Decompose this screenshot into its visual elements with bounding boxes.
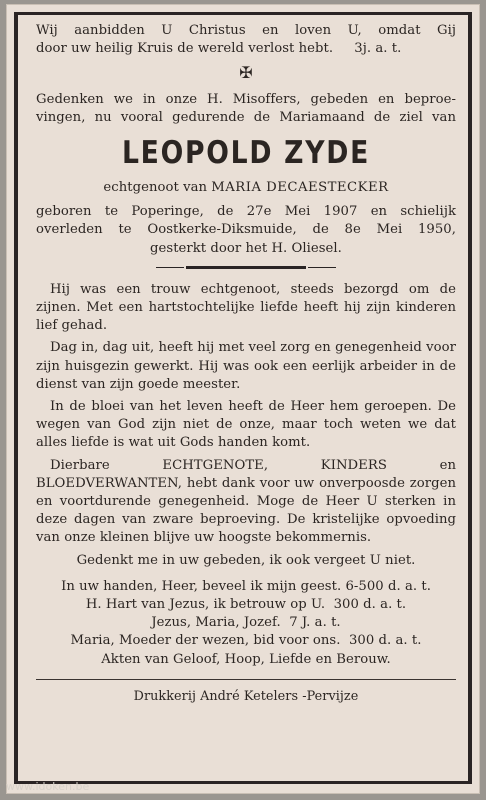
paragraph: Gedenkt me in uw gebeden, ik ook vergeet U niet.: [76, 552, 416, 568]
prayer-line: Wij aanbidden U Christus en loven U, omdat Gij: [36, 23, 456, 38]
memorial-card: [6, 4, 480, 794]
card-content: [36, 22, 456, 706]
birth-death-line: geboren te Poperinge, de 27e Mei 1907 en schielijk: [36, 204, 456, 220]
prayer-line-text: door uw heilig Kruis de wereld verlost hebt. 3j. a. t.: [36, 41, 402, 57]
paragraph: Dag in, dag uit, heeft hij met veel zorg en genegenheid voor zijn huisgezin gewerkt. Hij was ook een eerlijk arbeider in de dienst van zijn goede meester.: [36, 340, 456, 392]
birth-death-line: gesterkt door het H. Oliesel.: [150, 240, 342, 256]
spouse-prefix: echtgenoot van: [103, 180, 208, 196]
intro-line: vingen, nu vooral gedurende de Mariamaand de ziel van: [36, 109, 456, 125]
intro-line: Gedenken we in onze H. Misoffers, gebeden en beproe-: [36, 91, 456, 107]
prayer-indulgence: Maria, Moeder der wezen, bid voor ons. 300 d. a. t.: [70, 633, 422, 649]
separator-line: [36, 679, 456, 680]
prayer-indulgence: Akten van Geloof, Hoop, Liefde en Berouw.: [101, 651, 391, 667]
divider: [186, 266, 306, 269]
paragraph: In de bloei van het leven heeft de Heer hem geroepen. De wegen van God zijn niet de onze, maar toch weten we dat alles liefde is wat uit Gods handen komt.: [36, 399, 456, 451]
printer-credit: Drukkerij André Ketelers -Pervijze: [133, 688, 359, 704]
birth-death-line: overleden te Oostkerke-Diksmuide, de 8e Mei 1950,: [36, 222, 456, 238]
paragraph: Dierbare ECHTGENOTE, KINDERS en BLOEDVERWANTEN, hebt dank voor uw onverpoosde zorgen en voortdurende genegenheid. Moge de Heer U sterken in deze dagen van zware beproeving. De kristelijke opvoeding van onze kleinen blijve uw hoogste bekommernis.: [36, 457, 456, 546]
prayer-indulgence: In uw handen, Heer, beveel ik mijn geest. 6-500 d. a. t.: [61, 578, 431, 594]
spouse-name: MARIA DECAESTECKER: [211, 180, 389, 196]
prayer-line: [36, 40, 456, 58]
cross-icon: ✠: [239, 63, 253, 83]
deceased-name: LEOPOLD ZYDE: [121, 135, 371, 172]
watermark: www.idoken.be: [6, 780, 90, 793]
prayer-indulgence: H. Hart van Jezus, ik betrouw op U. 300 d. a. t.: [85, 597, 407, 613]
paragraph: Hij was een trouw echtgenoot, steeds bezorgd om de zijnen. Met een hartstochtelijke liefde heeft hij zijn kinderen lief gehad.: [36, 281, 456, 334]
spouse-line: [36, 179, 456, 197]
prayer-indulgence: Jezus, Maria, Jozef. 7 J. a. t.: [151, 615, 341, 631]
